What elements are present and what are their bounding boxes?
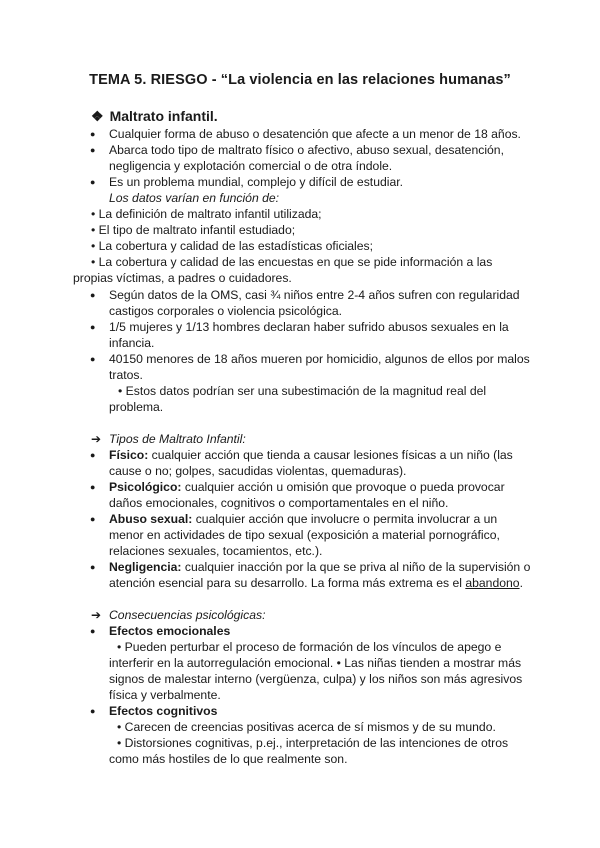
bullet-icon: ● — [90, 145, 96, 155]
type-abuso-line-1: Abuso sexual: cualquier acción que involucre o permita involucrar a un — [109, 512, 498, 526]
type-abuso-line-2: menor en actividades de tipo sexual (exposición a material pornográfico, — [109, 528, 500, 542]
type-fisico-label: Físico: — [109, 448, 149, 462]
arrow-icon: ➔ — [91, 432, 102, 446]
type-abuso-line-3: relaciones sexuales, tocamientos, etc.). — [109, 544, 323, 558]
vary-item-4-line-1: • La cobertura y calidad de las encuestas en que se pide información a las — [91, 255, 493, 269]
vary-item-4-line-2: propias víctimas, a padres o cuidadores. — [73, 271, 292, 285]
type-neg-line-1: Negligencia: cualquier inacción por la que se priva al niño de la supervisión o — [109, 560, 531, 574]
bullet-icon: ● — [90, 562, 96, 572]
bullet-icon: ● — [90, 177, 96, 187]
type-psico-line-2: daños emocionales, cognitivos o comportamentales en el niño. — [109, 496, 449, 510]
deaths-line-2: tratos. — [109, 368, 143, 382]
emotional-line-4: física y verbalmente. — [109, 688, 221, 702]
type-neg-label: Negligencia: — [109, 560, 182, 574]
section-heading-text: Maltrato infantil. — [109, 108, 218, 124]
arrow-icon: ➔ — [91, 608, 102, 622]
bullet-icon: ● — [90, 129, 96, 139]
type-neg-line-2: atención esencial para su desarrollo. La forma más extrema es el abandono. — [109, 576, 523, 590]
types-heading: Tipos de Maltrato Infantil: — [109, 432, 246, 446]
section-heading — [91, 108, 218, 125]
women-line-2: infancia. — [109, 336, 155, 350]
bullet-icon: ● — [90, 482, 96, 492]
bullet-icon: ● — [90, 450, 96, 460]
emotional-line-2: interferir en la autorregulación emocional. • Las niñas tienden a mostrar más — [109, 656, 522, 670]
type-psico-line-1: Psicológico: cualquier acción u omisión que provoque o pueda provocar — [109, 480, 505, 494]
consequences-heading: Consecuencias psicológicas: — [109, 608, 266, 622]
intro-bullet-1: Cualquier forma de abuso o desatención que afecte a un menor de 18 años. — [109, 127, 521, 141]
data-vary-label: Los datos varían en función de: — [109, 191, 280, 205]
emotional-line-3: signos de malestar interno (vergüenza, culpa) y los niños son más agresivos — [109, 672, 523, 686]
bullet-icon: ● — [90, 514, 96, 524]
bullet-icon: ● — [90, 290, 96, 300]
cognitive-line-3: como más hostiles de lo que realmente son. — [109, 752, 348, 766]
bullet-icon: ● — [90, 322, 96, 332]
bullet-icon: ● — [90, 706, 96, 716]
bullet-icon: ● — [90, 354, 96, 364]
underestimate-line-2: problema. — [109, 400, 164, 414]
oms-line-1: Según datos de la OMS, casi ¾ niños entre 2-4 años sufren con regularidad — [109, 288, 520, 302]
type-fisico-line-1: Físico: cualquier acción que tienda a causar lesiones físicas a un niño (las — [109, 448, 513, 462]
type-fisico-line-2: cause o no; golpes, sacudidas violentas, quemaduras). — [109, 464, 407, 478]
type-psico-label: Psicológico: — [109, 480, 182, 494]
oms-line-2: castigos corporales o violencia psicológica. — [109, 304, 343, 318]
cognitive-line-1: • Carecen de creencias positivas acerca de sí mismos y de su mundo. — [117, 720, 496, 734]
intro-bullet-2-line-2: negligencia y explotación comercial o de otra índole. — [109, 159, 393, 173]
women-line-1: 1/5 mujeres y 1/13 hombres declaran haber sufrido abusos sexuales en la — [109, 320, 509, 334]
vary-item-2: • El tipo de maltrato infantil estudiado; — [91, 223, 296, 237]
page-title: TEMA 5. RIESGO - “La violencia en las relaciones humanas” — [89, 72, 511, 88]
underestimate-line-1: • Estos datos podrían ser una subestimación de la magnitud real del — [118, 384, 487, 398]
diamond-bullet-icon: ❖ — [91, 108, 104, 124]
abandono-link: abandono — [465, 576, 520, 590]
vary-item-1: • La definición de maltrato infantil utilizada; — [91, 207, 322, 221]
deaths-line-1: 40150 menores de 18 años mueren por homicidio, algunos de ellos por malos — [109, 352, 530, 366]
cognitive-line-2: • Distorsiones cognitivas, p.ej., interpretación de las intenciones de otros — [117, 736, 509, 750]
bullet-icon: ● — [90, 626, 96, 636]
intro-bullet-2-line-1: Abarca todo tipo de maltrato físico o afectivo, abuso sexual, desatención, — [109, 143, 504, 157]
type-abuso-label: Abuso sexual: — [109, 512, 193, 526]
intro-bullet-3: Es un problema mundial, complejo y difícil de estudiar. — [109, 175, 404, 189]
cognitive-effects-label: Efectos cognitivos — [109, 704, 218, 718]
vary-item-3: • La cobertura y calidad de las estadísticas oficiales; — [91, 239, 374, 253]
emotional-effects-label: Efectos emocionales — [109, 624, 231, 638]
emotional-line-1: • Pueden perturbar el proceso de formación de los vínculos de apego e — [117, 640, 502, 654]
